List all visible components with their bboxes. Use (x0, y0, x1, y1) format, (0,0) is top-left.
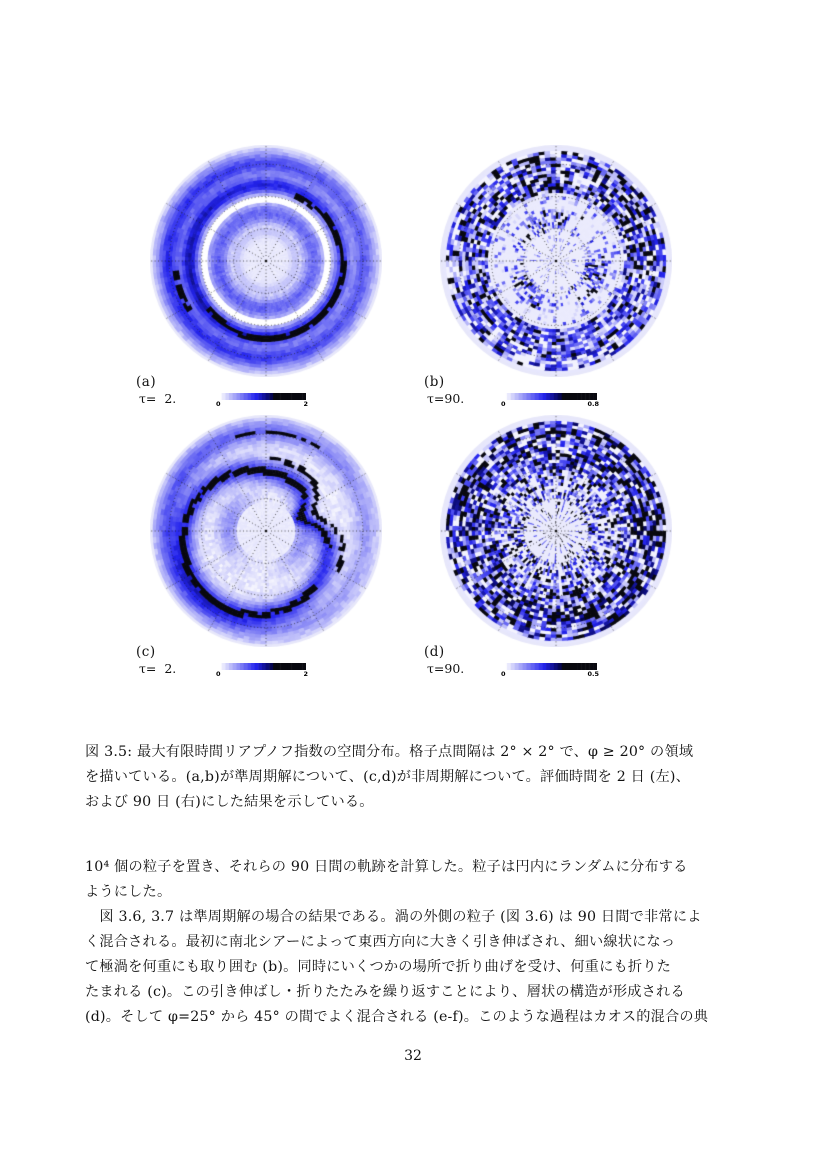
panel-a-label: (a) (136, 374, 157, 390)
panel-b-colorbar (503, 393, 597, 400)
panel-c-colorbar (218, 663, 306, 670)
body-text-line: たまれる (c)。この引き伸ばし・折りたたみを繰り返すことにより、層状の構造が形成される (85, 984, 685, 1000)
panel-c-tau-label: τ= 2. (139, 661, 177, 676)
panel-c-label: (c) (136, 644, 156, 660)
panel-d-colorbar (503, 663, 597, 670)
panel-a-colorbar (218, 393, 306, 400)
panel-d-colorbar-max: 0.5 (587, 670, 599, 678)
body-text-line: 10⁴ 個の粒子を置き、それらの 90 日間の軌跡を計算した。粒子は円内にランダムに分布する (85, 859, 688, 875)
panel-b-colorbar-max: 0.8 (587, 400, 599, 408)
figure-caption-line: および 90 日 (右)にした結果を示している。 (85, 794, 374, 810)
panel-a-tau-label: τ= 2. (139, 391, 177, 406)
panel-b-tau-label: τ=90. (427, 391, 465, 406)
panel-d-tau-label: τ=90. (427, 661, 465, 676)
panel-a-colorbar-max: 2 (303, 400, 308, 408)
figure-caption-line: 図 3.5: 最大有限時間リアプノフ指数の空間分布。格子点間隔は 2° × 2° で、φ ≥ 20° の領域 (85, 744, 694, 760)
body-text-line: て極渦を何重にも取り囲む (b)。同時にいくつかの場所で折り曲げを受け、何重にも折りた (85, 959, 672, 975)
panel-c-colorbar-min: 0 (216, 670, 221, 678)
panel-b-polar-heatmap (440, 145, 672, 377)
panel-a-colorbar-min: 0 (216, 400, 221, 408)
body-text-line: く混合される。最初に南北シアーによって東西方向に大きく引き伸ばされ、細い線状になっ (85, 934, 676, 950)
body-text-line: ようにした。 (85, 884, 172, 900)
panel-c-polar-heatmap (150, 415, 382, 647)
panel-d-label: (d) (424, 644, 445, 660)
figure-caption-line: を描いている。(a,b)が準周期解について、(c,d)が非周期解について。評価時間を 2 日 (左)、 (85, 769, 690, 785)
page-number: 32 (404, 1048, 422, 1064)
panel-d-colorbar-min: 0 (501, 670, 506, 678)
panel-d-polar-heatmap (440, 415, 672, 647)
panel-a-polar-heatmap (150, 145, 382, 377)
panel-b-label: (b) (424, 374, 445, 390)
panel-c-colorbar-max: 2 (303, 670, 308, 678)
body-text-line: (d)。そして φ=25° から 45° の間でよく混合される (e-f)。このような過程はカオス的混合の典 (85, 1009, 709, 1025)
panel-b-colorbar-min: 0 (501, 400, 506, 408)
body-text-line: 図 3.6, 3.7 は準周期解の場合の結果である。渦の外側の粒子 (図 3.6) は 90 日間で非常によ (85, 909, 702, 925)
